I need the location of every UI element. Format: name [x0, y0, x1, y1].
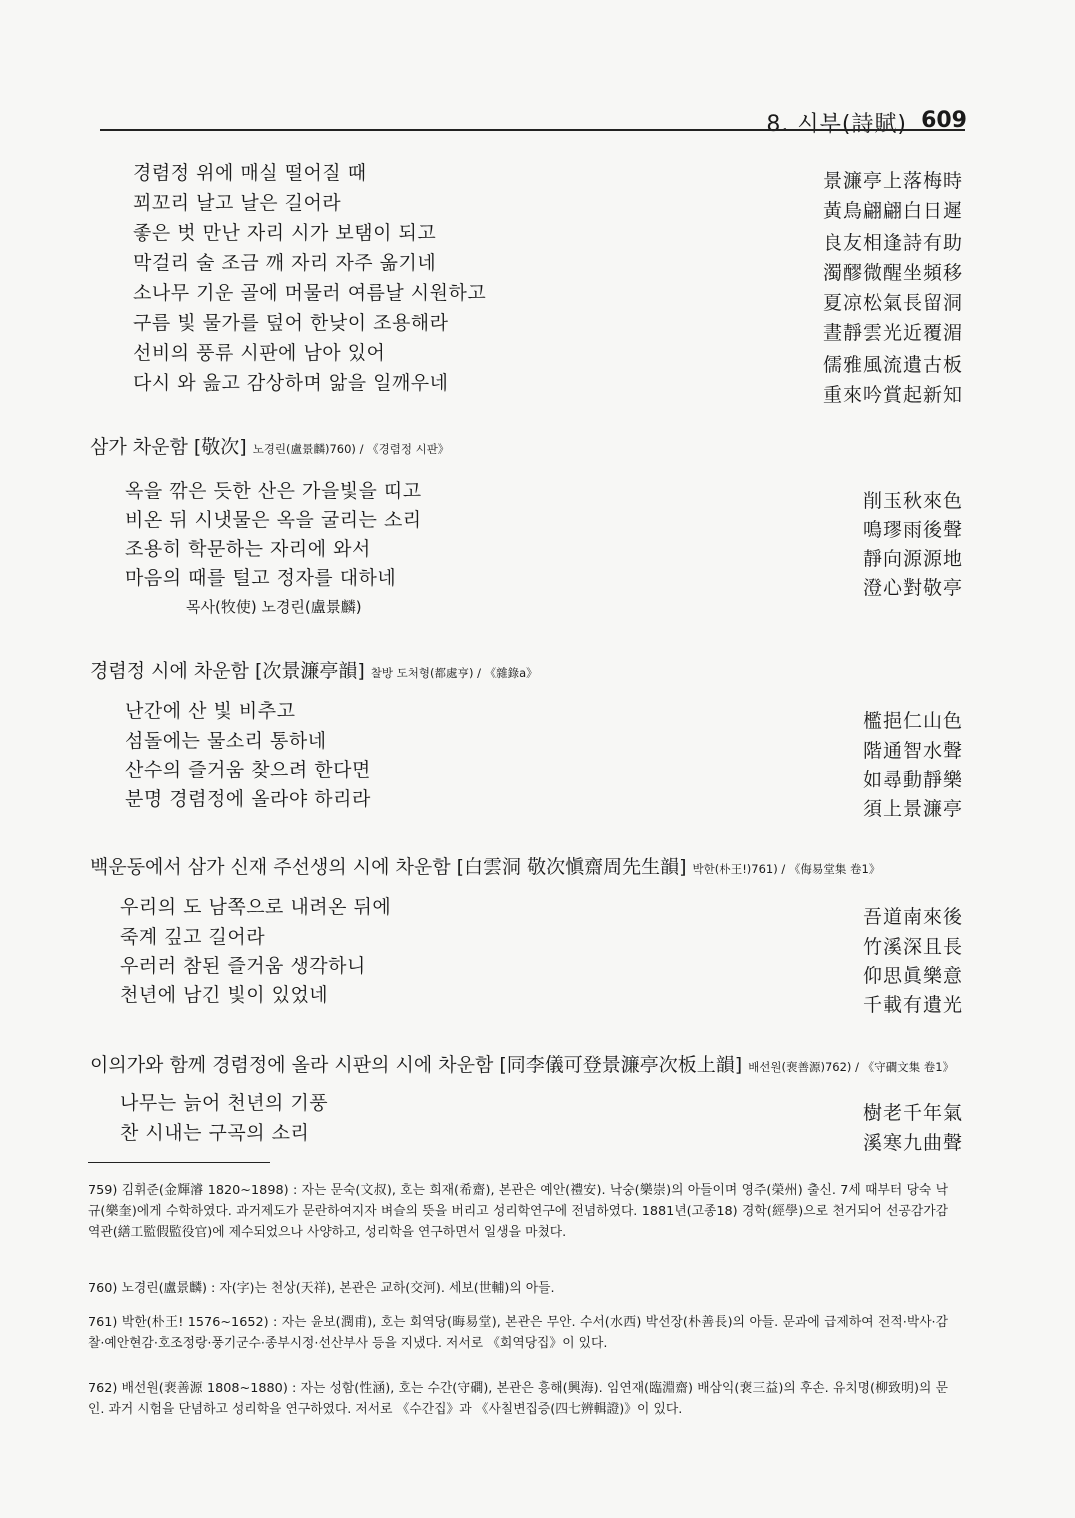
footnote-text: 박한(朴王! 1576~1652) : 자는 윤보(潤甫), 호는 회역당(晦易堂), 본관은 무안. 수서(水西) 박선장(朴善長)의 아들. 문과에 급제하여 전적·박사·감찰·예안현감·호조정랑·풍기군수·종부시정·선산부사 등을 지냈다. 저서로 《회역당집》이 있다.: [88, 1315, 948, 1351]
korean-verse: 찬 시내는 구곡의 소리: [120, 1122, 310, 1144]
hanja-verse: 竹溪深且長: [862, 936, 963, 958]
poem-line: [0, 338, 1075, 376]
korean-verse: 비온 뒤 시냇물은 옥을 굴리는 소리: [125, 509, 422, 531]
hanja-verse: 仰思眞樂意: [862, 965, 963, 987]
hanja-verse: 千載有遺光: [862, 994, 963, 1016]
korean-verse: 소나무 기운 골에 머물러 여름날 시원하고: [133, 282, 487, 304]
poem-line: [0, 308, 1075, 344]
footnote-number: 761): [88, 1315, 118, 1330]
hanja-verse: 須上景濂亭: [862, 798, 963, 820]
poem-4-title: [90, 852, 880, 879]
korean-verse: 죽계 깊고 길어라: [120, 926, 266, 948]
hanja-verse: 溪寒九曲聲: [862, 1132, 963, 1154]
footnote-rule: [88, 1162, 270, 1163]
korean-verse: 마음의 때를 털고 정자를 대하네: [125, 567, 397, 589]
korean-verse: 구름 빛 물가를 덮어 한낮이 조용해라: [133, 312, 449, 334]
hanja-verse: 儒雅風流遺古板: [822, 354, 963, 376]
title-text: 경렴정 시에 차운함 [次景濂亭韻]: [90, 660, 365, 682]
footnote-number: 759): [88, 1183, 118, 1198]
running-header-title: 8. 시부(詩賦): [766, 112, 907, 137]
hanja-verse: 黃鳥翩翩白日遲: [822, 200, 963, 222]
source-meta: 찰방 도처형(都處亨) / 《雜錄a》: [370, 666, 538, 680]
title-text: 백운동에서 삼가 신재 주선생의 시에 차운함 [白雲洞 敬次愼齋周先生韻]: [90, 856, 687, 878]
poem-line: [0, 696, 1075, 732]
hanja-verse: 景濂亭上落梅時: [822, 170, 963, 192]
source-meta: 노경린(盧景麟)760) / 《경렴정 시판》: [252, 442, 450, 456]
poem-line: [0, 188, 1075, 222]
korean-verse: 좋은 벗 만난 자리 시가 보탬이 되고: [133, 222, 437, 244]
poem-line: [0, 951, 1075, 987]
hanja-verse: 檻挹仁山色: [862, 710, 963, 732]
hanja-verse: 樹老千年氣: [862, 1102, 963, 1124]
footnote-760: [88, 1278, 948, 1299]
source-meta: 배선원(裵善源)762) / 《守磵文集 卷1》: [748, 1060, 955, 1074]
korean-verse: 선비의 풍류 시판에 남아 있어: [133, 342, 386, 364]
poem-line: [0, 534, 1075, 570]
poem-line: [0, 563, 1075, 599]
poem-line: [0, 278, 1075, 314]
poem-line: [0, 726, 1075, 762]
page-number: 609: [921, 108, 967, 133]
title-text: 이의가와 함께 경렴정에 올라 시판의 시에 차운함 [同李儀可登景濂亭次板上韻]: [90, 1054, 743, 1076]
hanja-verse: 吾道南來後: [862, 906, 963, 928]
hanja-verse: 晝靜雲光近覆湄: [822, 322, 963, 344]
poem-line: [0, 784, 1075, 820]
footnote-text: 김휘준(金輝濬 1820~1898) : 자는 문숙(文叔), 호는 희재(希齋), 본관은 예안(禮安). 낙숭(樂崇)의 아들이며 영주(榮州) 출신. 7세 때부터 당숙 낙규(樂奎)에게 수학하였다. 과거제도가 문란하여지자 벼슬의 뜻을 버리고 성리학연구에 전념하였다. 1881년(고종18) 경학(經學)으로 천거되어 선공감가감역관(繕工監假監役官)에 제수되었으나 사양하고, 성리학을 연구하면서 일생을 마쳤다.: [88, 1183, 948, 1240]
poem-line: [0, 1088, 1075, 1124]
korean-verse: 조용히 학문하는 자리에 와서: [125, 538, 371, 560]
hanja-verse: 靜向源源地: [862, 548, 963, 570]
korean-verse: 천년에 남긴 빛이 있었네: [120, 984, 329, 1006]
poem-2-title: [90, 432, 449, 459]
hanja-verse: 良友相逢詩有助: [822, 232, 963, 254]
poem-line: [0, 218, 1075, 254]
hanja-verse: 階通智水聲: [862, 740, 963, 762]
korean-verse: 분명 경렴정에 올라야 하리라: [125, 788, 371, 810]
poem-line: [0, 1118, 1075, 1154]
title-text: 삼가 차운함 [敬次]: [90, 436, 247, 458]
korean-verse: 섬돌에는 물소리 통하네: [125, 730, 327, 752]
poem-line: [0, 505, 1075, 541]
poem-line: [0, 892, 1075, 928]
header-rule: [100, 129, 965, 131]
hanja-verse: 夏凉松氣長留洞: [822, 292, 963, 314]
hanja-verse: 鳴璆雨後聲: [862, 519, 963, 541]
korean-verse: 난간에 산 빛 비추고: [125, 700, 296, 722]
korean-verse: 우러러 참된 즐거움 생각하니: [120, 955, 366, 977]
footnote-759: [88, 1180, 948, 1243]
footnote-number: 760): [88, 1281, 118, 1296]
hanja-verse: 重來吟賞起新知: [822, 384, 963, 406]
footnote-text: 노경린(盧景麟) : 자(字)는 천상(天祥), 본관은 교하(交河). 세보(世輔)의 아들.: [121, 1281, 555, 1296]
poem-5-title: [90, 1050, 954, 1077]
hanja-verse: 澄心對敬亭: [862, 577, 963, 599]
poem-line: [0, 368, 1075, 406]
korean-verse: 막걸리 술 조금 깨 자리 자주 옮기네: [133, 252, 437, 274]
hanja-verse: 削玉秋來色: [862, 490, 963, 512]
poem-line: [0, 980, 1075, 1016]
poem-line: [0, 476, 1075, 512]
poem-2-attribution: 목사(牧使) 노경린(盧景麟): [186, 598, 362, 616]
footnote-text: 배선원(裵善源 1808~1880) : 자는 성함(性涵), 호는 수간(守磵), 본관은 흥해(興海). 임연재(臨淵齋) 배삼익(裵三益)의 후손. 유치명(柳致明)의 문인. 과거 시험을 단념하고 성리학을 연구하였다. 저서로 《수간집》과 《사칠변집증(四七辨輯證)》이 있다.: [88, 1381, 948, 1417]
hanja-verse: 濁醪微醒坐頻移: [822, 262, 963, 284]
korean-verse: 산수의 즐거움 찾으려 한다면: [125, 759, 371, 781]
korean-verse: 우리의 도 남쪽으로 내려온 뒤에: [120, 896, 392, 918]
korean-verse: 나무는 늙어 천년의 기풍: [120, 1092, 329, 1114]
korean-verse: 경렴정 위에 매실 떨어질 때: [133, 162, 367, 184]
hanja-verse: 如尋動靜樂: [862, 769, 963, 791]
korean-verse: 다시 와 읊고 감상하며 앎을 일깨우네: [133, 372, 449, 394]
korean-verse: 꾀꼬리 날고 날은 길어라: [133, 192, 342, 214]
korean-verse: 옥을 깎은 듯한 산은 가을빛을 띠고: [125, 480, 422, 502]
footnote-762: [88, 1378, 948, 1420]
poem-line: [0, 158, 1075, 192]
poem-3-title: [90, 656, 538, 683]
footnote-761: [88, 1312, 948, 1354]
poem-line: [0, 755, 1075, 791]
source-meta: 박한(朴王!)761) / 《侮易堂集 卷1》: [692, 862, 881, 876]
poem-line: [0, 248, 1075, 284]
poem-line: [0, 922, 1075, 958]
footnote-number: 762): [88, 1381, 118, 1396]
